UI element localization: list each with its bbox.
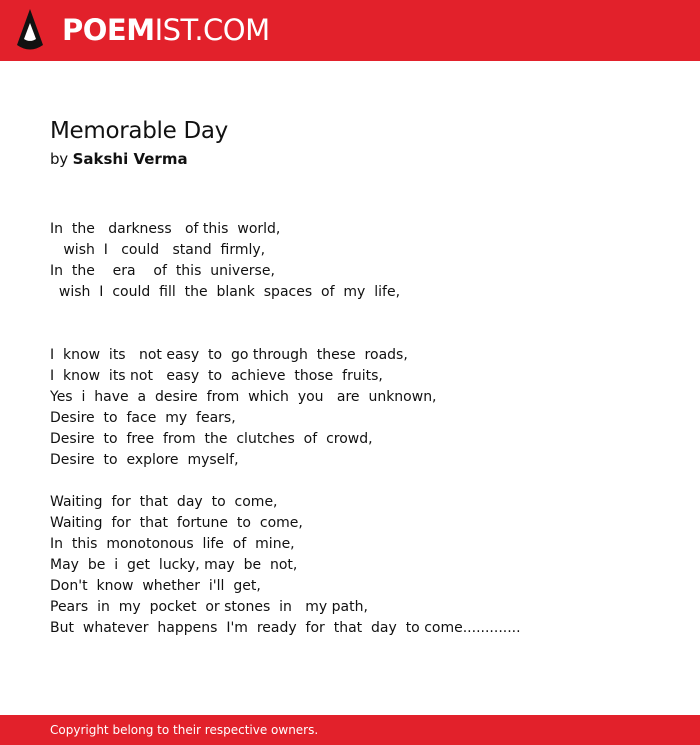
author-name: Sakshi Verma <box>72 150 188 168</box>
poem-body <box>50 219 670 639</box>
poem-line: Desire to explore myself, <box>50 452 239 468</box>
poem-line: Don't know whether i'll get, <box>50 578 261 594</box>
copyright-text: Copyright belong to their respective owners. <box>50 723 319 737</box>
poem-line: Waiting for that day to come, <box>50 494 278 510</box>
poem-title: Memorable Day <box>50 118 228 144</box>
stanza-break <box>50 471 670 492</box>
poem-line: Desire to free from the clutches of crowd, <box>50 431 373 447</box>
byline <box>50 149 188 169</box>
poem-line: In the era of this universe, <box>50 263 275 279</box>
poem-line: wish I could stand firmly, <box>50 242 266 258</box>
logo-bold-text: POEM <box>62 13 155 47</box>
poem-line: Pears in my pocket or stones in my path, <box>50 599 368 615</box>
site-header <box>0 0 700 61</box>
poem-line: Yes i have a desire from which you are unknown, <box>50 389 437 405</box>
by-label: by <box>50 150 68 168</box>
poem-line: Desire to face my fears, <box>50 410 236 426</box>
poem-line: wish I could fill the blank spaces of my life, <box>50 284 401 300</box>
poem-line: I know its not easy to go through these roads, <box>50 347 408 363</box>
logo-light-text: IST.COM <box>154 13 270 47</box>
poem-line: But whatever happens I'm ready for that day to come............. <box>50 620 521 636</box>
site-logo[interactable] <box>62 13 270 47</box>
poem-line: In this monotonous life of mine, <box>50 536 295 552</box>
poem-line: Waiting for that fortune to come, <box>50 515 303 531</box>
poem-line: May be i get lucky, may be not, <box>50 557 298 573</box>
poem-line: In the darkness of this world, <box>50 221 281 237</box>
pencil-tip-icon[interactable] <box>17 9 43 51</box>
poem-line: I know its not easy to achieve those fruits, <box>50 368 383 384</box>
stanza-break <box>50 303 670 324</box>
stanza-break <box>50 324 670 345</box>
site-footer <box>0 715 700 745</box>
